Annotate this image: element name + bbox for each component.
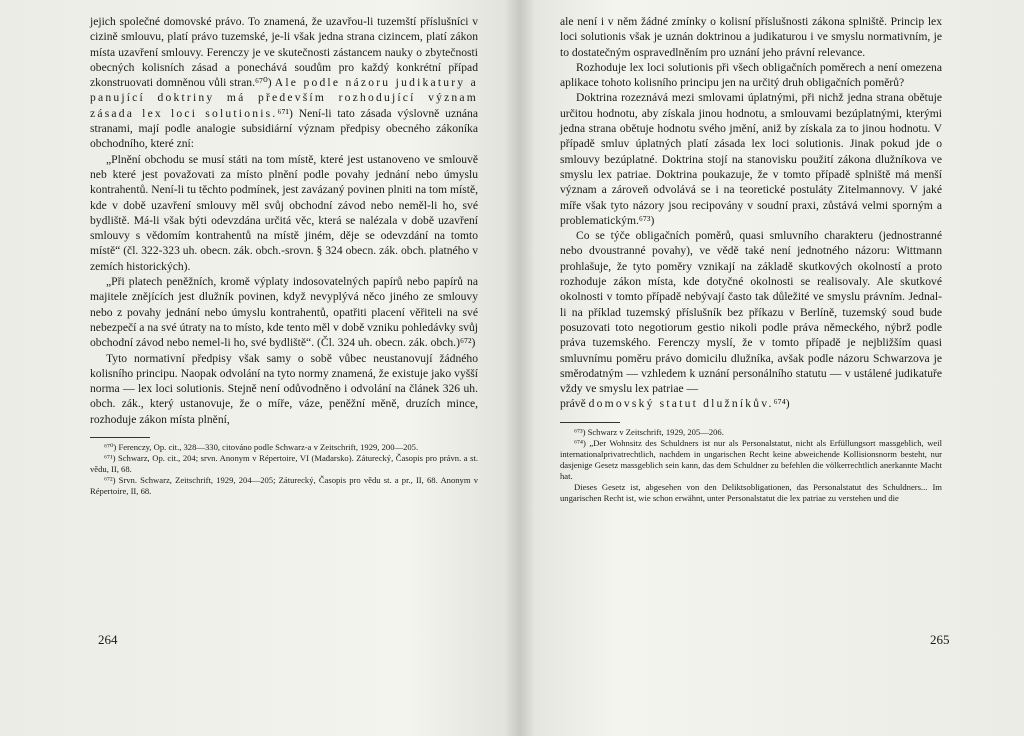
left-page (90, 14, 478, 497)
right-paragraph-1: ale není i v něm žádné zmínky o kolisní příslušnosti zákona splniště. Princip lex loci solutionis však je uznán doktrinou a judikaturou i ve smyslu normativním, je to dostatečným ospravedlněním pro uznání jeho právní relevance. (560, 15, 942, 59)
right-paragraph-3: Doktrina rozeznává mezi smlovami úplatnými, při nichž jedna strana obětuje určitou hodnotu, aby získala jinou hodnotu, a smlouvami bezúplatnými, kterými jedna strana obětuje hodnotu svého jmění, aniž by získala za to jinou hodnotu. V případě smluv úplatných platí zásada lex loci solutionis. Jinak pokud jde o smlouvy bezúplatné. Doktrina stojí na stanovisku použití zákona dlužníkova ve smyslu lex patriae. Doktrina poukazuje, že v tomto případě splniště má menší význam a zároveň odvolává se i na teoretické postuláty Zitelmannovy. V jaké míře však tyto názory jsou recipovány v soudní praxi, zůstává velmi sporným a problematickým.⁶⁷³) (560, 91, 942, 227)
right-paragraph-4: Co se týče obligačních poměrů, quasi smluvního charakteru (jednostranné nebo dvoustranné povahy), ve vědě také není jednotného názoru: Wittmann prohlašuje, že tyto poměry vznikají na základě skutkových okolností a proto rozhoduje zákon místa, kde dotyčné okolnosti se realisovaly. Ale skutkové okolnosti v tomto případě nebývají často tak důležité ve smyslu právním. Jednal-li na příklad tuzemský příslušník bez příkazu v Berlíně, tuzemský soud bude posuzovati toto negotiorum gestio nikoli podle práva německého, nýbrž podle práva tuzemského. Ferenczy myslí, že v tomto případě je nejbližším quasi smluvnímu poměru právo domicilu dlužníka, avšak podle názoru Schwarzova je směrodatným — vzhledem k uznání personálního statutu — v ustálené judikatuře vždy ve smyslu lex patriae — právě domovský statut dlužníkův.⁶⁷⁴) (560, 229, 942, 411)
left-paragraph-2: „Plnění obchodu se musí státi na tom místě, které jest ustanoveno ve smlouvě neb které jest považovati za místo plnění podle povahy jednání nebo úmyslu kontrahentů. Není-li tu těchto podmínek, jest zavázaný povinen plniti na tom místě, kde v době uzavření smlouvy měl svůj obchodní závod nebo neměl-li ho, své bydliště. Má-li však býti odevzdána určitá věc, která se nalézala v době uzavření smlouvy s vědomím kontrahentů na místě jiném, děje se odevzdání na tomto místě“ (čl. 322-323 uh. obecn. zák. obch.-srovn. § 324 obecn. zák. obch. platného v zemích historických). (90, 152, 478, 273)
right-footnotes (560, 427, 942, 504)
right-body-text (560, 14, 942, 412)
footnote-670: ⁶⁷⁰) Ferenczy, Op. cit., 328—330, citováno podle Schwarz-a v Zeitschrift, 1929, 200—205. (104, 442, 419, 453)
left-paragraph-3: „Při platech peněžních, kromě výplaty indosovatelných papírů nebo papírů na majitele znějících jest dlužník povinen, když nevyplývá něco jiného ze smlouvy nebo z povahy jednání nebo úmyslu kontrahentů, opatřiti placení věřiteli na své nebezpečí a na své útraty na to místo, kde tento měl v době vzniku pohledávky svůj obchodní závod nebo nemel-li ho, své bydliště“. (Čl. 324 uh. obecn. zák. obch.)⁶⁷²) (90, 275, 478, 350)
footnote-672: ⁶⁷²) Srvn. Schwarz, Zeitschrift, 1929, 204—205; Záturecký, Časopis pro vědu st. a pr., II, 68. Anonym v Répertoire, II, 68. (90, 475, 478, 497)
right-page-number: 265 (930, 632, 950, 647)
left-body-text (90, 14, 478, 427)
footnote-673: ⁶⁷³) Schwarz v Zeitschrift, 1929, 205—206. (574, 426, 724, 437)
right-paragraph-2: Rozhoduje lex loci solutionis při všech obligačních poměrech a není omezena aplikace tohoto kolisního principu jen na určitý druh obligačních poměrů? (560, 60, 942, 90)
footnote-674: ⁶⁷⁴) „Der Wohnsitz des Schuldners ist nur als Personalstatut, nicht als Erfüllungsort massgeblich, weil internationalprivatrechtlich, nachdem in ungarischen Recht keine abweichende Kollisionsnorm besteht, nur dasjenige Gesetz massgeblich sein kann, das dem Schuldner zu befehlen die völkerrechtlich anerkannte Macht hat. (560, 437, 942, 481)
right-page (560, 14, 942, 504)
spaced-emphasis: Ale podle názoru judikatury a panující doktriny má především rozhodující význam zásada lex loci solutionis. (90, 76, 479, 120)
footnote-671: ⁶⁷¹) Schwarz, Op. cit., 204; srvn. Anonym v Répertoire, VI (Mađarsko). Záturecký, Časopis pro právn. a st. vědu, II, 68. (90, 453, 478, 475)
left-page-number: 264 (98, 632, 118, 647)
footnote-rule (560, 422, 620, 423)
footnote-rule (90, 437, 150, 438)
left-paragraph-1: jejich společné domovské právo. To znamená, že uzavřou-li tuzemští příslušníci v cizině smlouvu, platí právo tuzemské, je-li však jedna strana cizincem, platí zákon místa uzavření smlouvy. Ferenczy je ve skutečnosti zástancem nauky o zbytečnosti obecných kolisních zásad a ponechává soudům pro každý konkrétní případ zkonstruovati domněnou vůli stran.⁶⁷⁰) Ale podle názoru judikatury a panující doktriny má především rozhodující význam zásada lex loci solutionis.⁶⁷¹) Není-li tato zásada výslovně uznána stranami, mají podle analogie subsidiární význam předpisy obecného zákoníka obchodního, které zní: (90, 15, 479, 151)
spaced-emphasis: domovský statut dlužníkův. (588, 397, 774, 411)
left-footnotes (90, 442, 478, 497)
footnote-674-cont: Dieses Gesetz ist, abgesehen von den Deliktsobligationen, das Personalstatut des Schuldners... Im ungarischen Recht ist, wie schon erwähnt, unter Personalstatut die lex patriae zu verstehen und die (560, 481, 942, 503)
book-gutter (505, 0, 535, 736)
left-paragraph-4: Tyto normativní předpisy však samy o sobě vůbec neustanovují žádného kolisního principu. Naopak odvolání na tyto normy znamená, že existuje jako vyšší norma — lex loci solutionis. Stejně není odůvodněno i odvolání na článek 326 uh. obch. zák., který ustanovuje, že o míře, váze, peněžní měně, druzích mince, rozhoduje zákon místa plnění, (90, 351, 478, 426)
